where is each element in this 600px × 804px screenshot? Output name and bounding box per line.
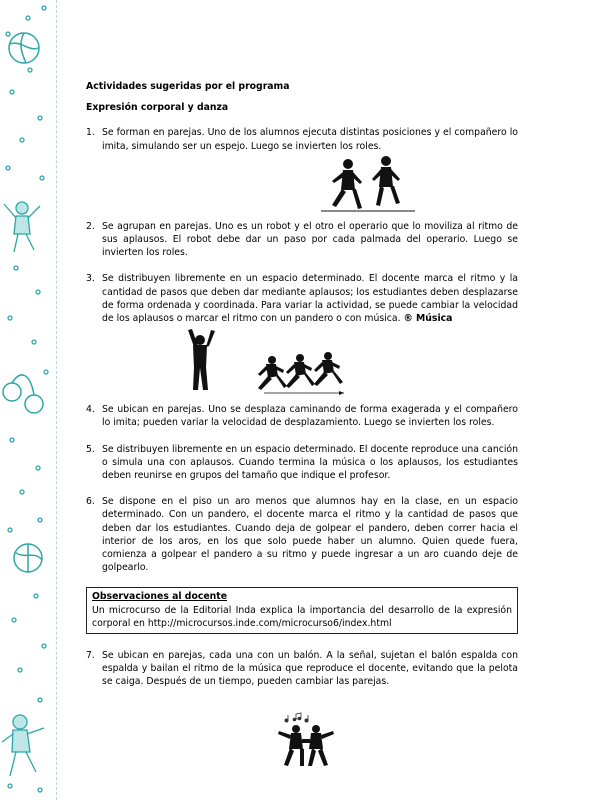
decorative-sidebar xyxy=(0,0,62,800)
section-title: Expresión corporal y danza xyxy=(86,102,229,114)
sidebar-divider xyxy=(56,0,57,800)
teacher-observation-box xyxy=(86,587,518,634)
item-number: 1. xyxy=(86,127,95,139)
sidebar-doodles xyxy=(0,0,62,800)
basketball-icon xyxy=(9,33,39,63)
page-title: Actividades sugeridas por el programa xyxy=(86,81,290,92)
list-item xyxy=(86,443,518,483)
item-text: Se distribuyen libremente en un espacio determinado. El docente reproduce una canción o simula una con aplausos. Cuando termina la música o los aplausos, los estudiantes deben reunirse en grupos del tamaño que indique el profesor. xyxy=(102,443,518,482)
item-text: Se ubican en parejas, cada una con un balón. A la señal, sujetan el balón espalda con espalda y bailan el ritmo de la música que reproduce el docente, evitando que la pelota se caiga. Después de un tiempo, pueden cambiar las parejas. xyxy=(102,650,518,688)
list-item xyxy=(86,403,518,429)
mirror-pair-illustration xyxy=(318,155,418,215)
dancing-pair-illustration xyxy=(276,711,336,771)
item-number: 7. xyxy=(86,650,95,662)
music-crossref: ® Música xyxy=(403,313,453,325)
item-text: Se forman en parejas. Uno de los alumnos ejecuta distintas posiciones y el compañero lo imita, simulando ser un espejo. Luego se invierten los roles. xyxy=(102,127,518,152)
kid-dancing-icon xyxy=(2,715,44,776)
rhythm-movement-illustration xyxy=(184,328,394,396)
item-number: 6. xyxy=(86,496,95,508)
observation-text: Un microcurso de la Editorial Inda explica la importancia del desarrollo de la expresión corporal en http://microcursos.inde.com/microcurso6/index.html xyxy=(92,604,512,629)
item-text: Se dispone en el piso un aro menos que alumnos hay en la clase, en un espacio determinado. Con un pandero, el docente marca el ritmo y la cantidad de pasos que deben dar los estudiantes. Cuando deja de golpear el pandero, deben correr hacia el interior de los aros, en los que solo puede haber un alumno. Quien quede fuera, comienza a golpear el pandero a su ritmo y puede ingresar a un aro cuando deje de golpearlo. xyxy=(102,496,518,574)
kid-jumping-icon xyxy=(4,202,40,252)
item-text: Se ubican en parejas. Uno se desplaza caminando de forma exagerada y el compañero lo imita; pueden variar la velocidad de desplazamiento. Luego se invierten los roles. xyxy=(102,404,518,429)
main-content xyxy=(86,80,518,771)
list-item xyxy=(86,126,518,152)
item-number: 5. xyxy=(86,443,95,455)
item-text: Se distribuyen libremente en un espacio determinado. El docente marca el ritmo y la cantidad de pasos que deben dar mediante aplausos; los estudiantes deben desplazarse de forma ordenada y coordinada. Para variar la actividad, se puede cambiar la velocidad de los aplausos o marcar el ritmo con un pandero o con música. xyxy=(102,273,518,325)
list-item xyxy=(86,649,518,689)
observation-title: Observaciones al docente xyxy=(92,591,228,603)
item-number: 2. xyxy=(86,220,95,232)
list-item xyxy=(86,272,518,325)
ball-icon xyxy=(14,544,42,572)
cherries-icon xyxy=(3,375,43,413)
list-item xyxy=(86,220,518,260)
list-item xyxy=(86,495,518,574)
item-text: Se agrupan en parejas. Uno es un robot y el otro el operario que lo moviliza al ritmo de sus aplausos. El robot debe dar un paso por cada palmada del operario. Luego se invierten los roles. xyxy=(102,220,518,259)
item-number: 4. xyxy=(86,404,95,416)
item-number: 3. xyxy=(86,273,95,285)
